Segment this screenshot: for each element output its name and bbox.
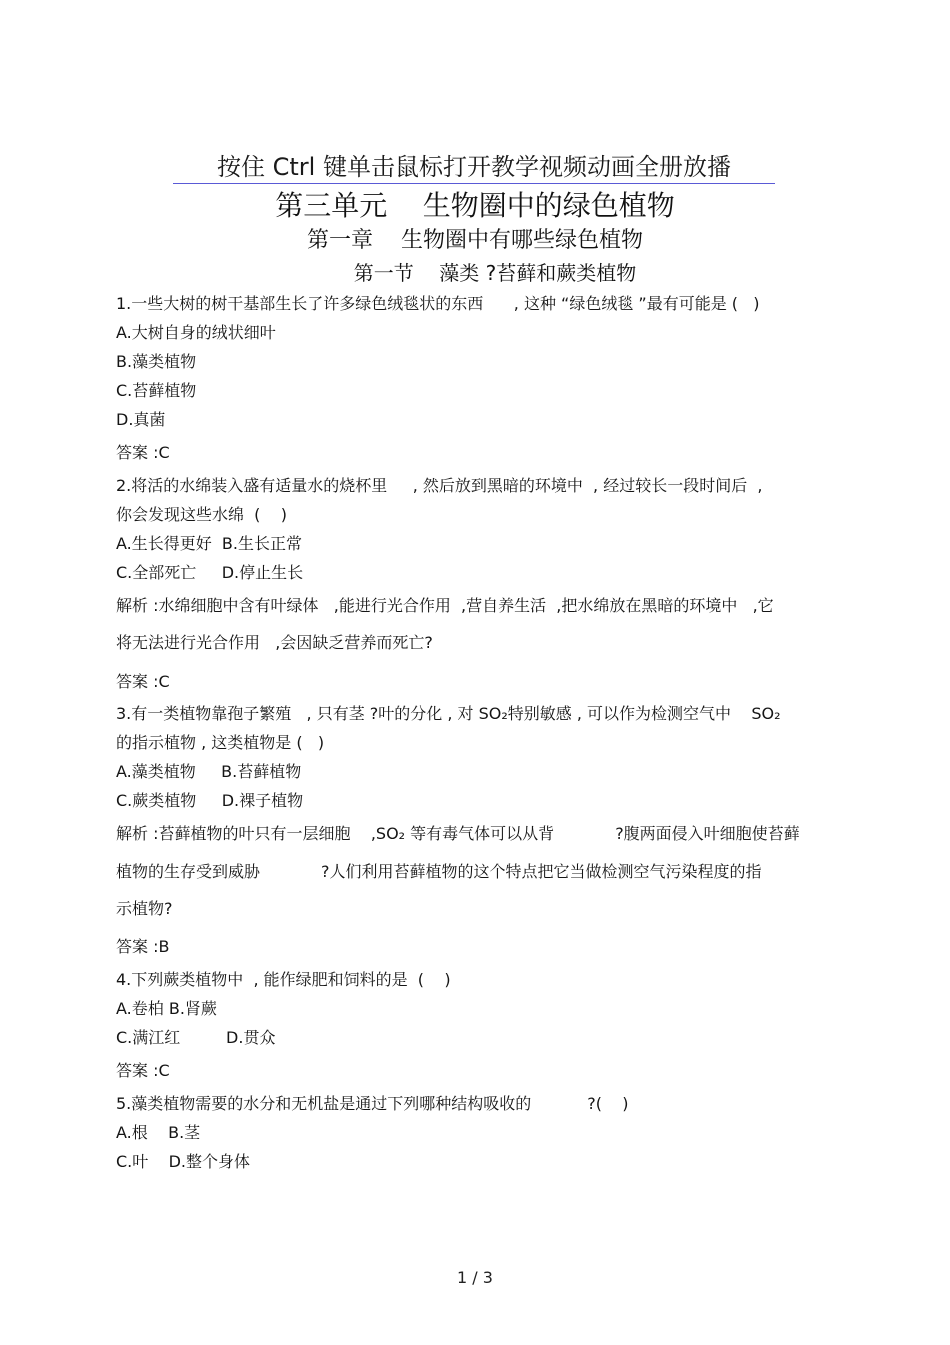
analysis-2-cont: 将无法进行光合作用 ,会因缺乏营养而死亡? — [116, 633, 433, 652]
options-2cd: C.全部死亡 D.停止生长 — [116, 563, 304, 582]
analysis-3-end: 示植物? — [116, 899, 173, 918]
answer-3: 答案 :B — [116, 937, 170, 956]
chapter-title: 第一章 生物圈中有哪些绿色植物 — [307, 228, 643, 253]
options-5cd: C.叶 D.整个身体 — [116, 1152, 251, 1171]
analysis-2: 解析 :水绵细胞中含有叶绿体 ,能进行光合作用 ,营自养生活 ,把水绵放在黑暗的环境中 ,它 — [116, 596, 774, 615]
option-1a: A.大树自身的绒状细叶 — [116, 323, 276, 342]
question-4: 4.下列蕨类植物中 , 能作绿肥和饲料的是 ( ) — [116, 970, 451, 989]
analysis-3: 解析 :苔藓植物的叶只有一层细胞 ,SO₂ 等有毒气体可以从背 ?腹两面侵入叶细胞使苔藓 — [116, 824, 800, 843]
question-2: 2.将活的水绵装入盛有适量水的烧杯里 , 然后放到黑暗的环境中 , 经过较长一段时间后 , — [116, 476, 763, 495]
option-1b: B.藻类植物 — [116, 352, 197, 371]
analysis-3-cont: 植物的生存受到威胁 ?人们利用苔藓植物的这个特点把它当做检测空气污染程度的指 — [116, 862, 762, 881]
video-link[interactable]: 按住 Ctrl 键单击鼠标打开教学视频动画全册放播 — [173, 151, 775, 184]
options-2ab: A.生长得更好 B.生长正常 — [116, 534, 302, 553]
question-1: 1.一些大树的树干基部生长了许多绿色绒毯状的东西 , 这种 “绿色绒毯 ”最有可能是 ( ) — [116, 294, 760, 313]
options-3ab: A.藻类植物 B.苔藓植物 — [116, 762, 302, 781]
answer-2: 答案 :C — [116, 672, 170, 691]
unit-title: 第三单元 生物圈中的绿色植物 — [275, 189, 675, 222]
page-number: 1 / 3 — [457, 1268, 493, 1287]
option-1d: D.真菌 — [116, 410, 166, 429]
options-4cd: C.满江红 D.贯众 — [116, 1028, 276, 1047]
question-3: 3.有一类植物靠孢子繁殖 , 只有茎 ?叶的分化 , 对 SO₂特别敏感 , 可以作为检测空气中 SO₂ — [116, 704, 781, 723]
question-2-cont: 你会发现这些水绵 ( ) — [116, 505, 288, 524]
options-3cd: C.蕨类植物 D.裸子植物 — [116, 791, 304, 810]
answer-1: 答案 :C — [116, 443, 170, 462]
section-title: 第一节 藻类 ?苔藓和蕨类植物 — [353, 261, 637, 285]
question-5: 5.藻类植物需要的水分和无机盐是通过下列哪种结构吸收的 ?( ) — [116, 1094, 629, 1113]
options-5ab: A.根 B.茎 — [116, 1123, 201, 1142]
answer-4: 答案 :C — [116, 1061, 170, 1080]
question-3-cont: 的指示植物 , 这类植物是 ( ) — [116, 733, 325, 752]
option-1c: C.苔藓植物 — [116, 381, 197, 400]
options-4ab: A.卷柏 B.肾蕨 — [116, 999, 217, 1018]
